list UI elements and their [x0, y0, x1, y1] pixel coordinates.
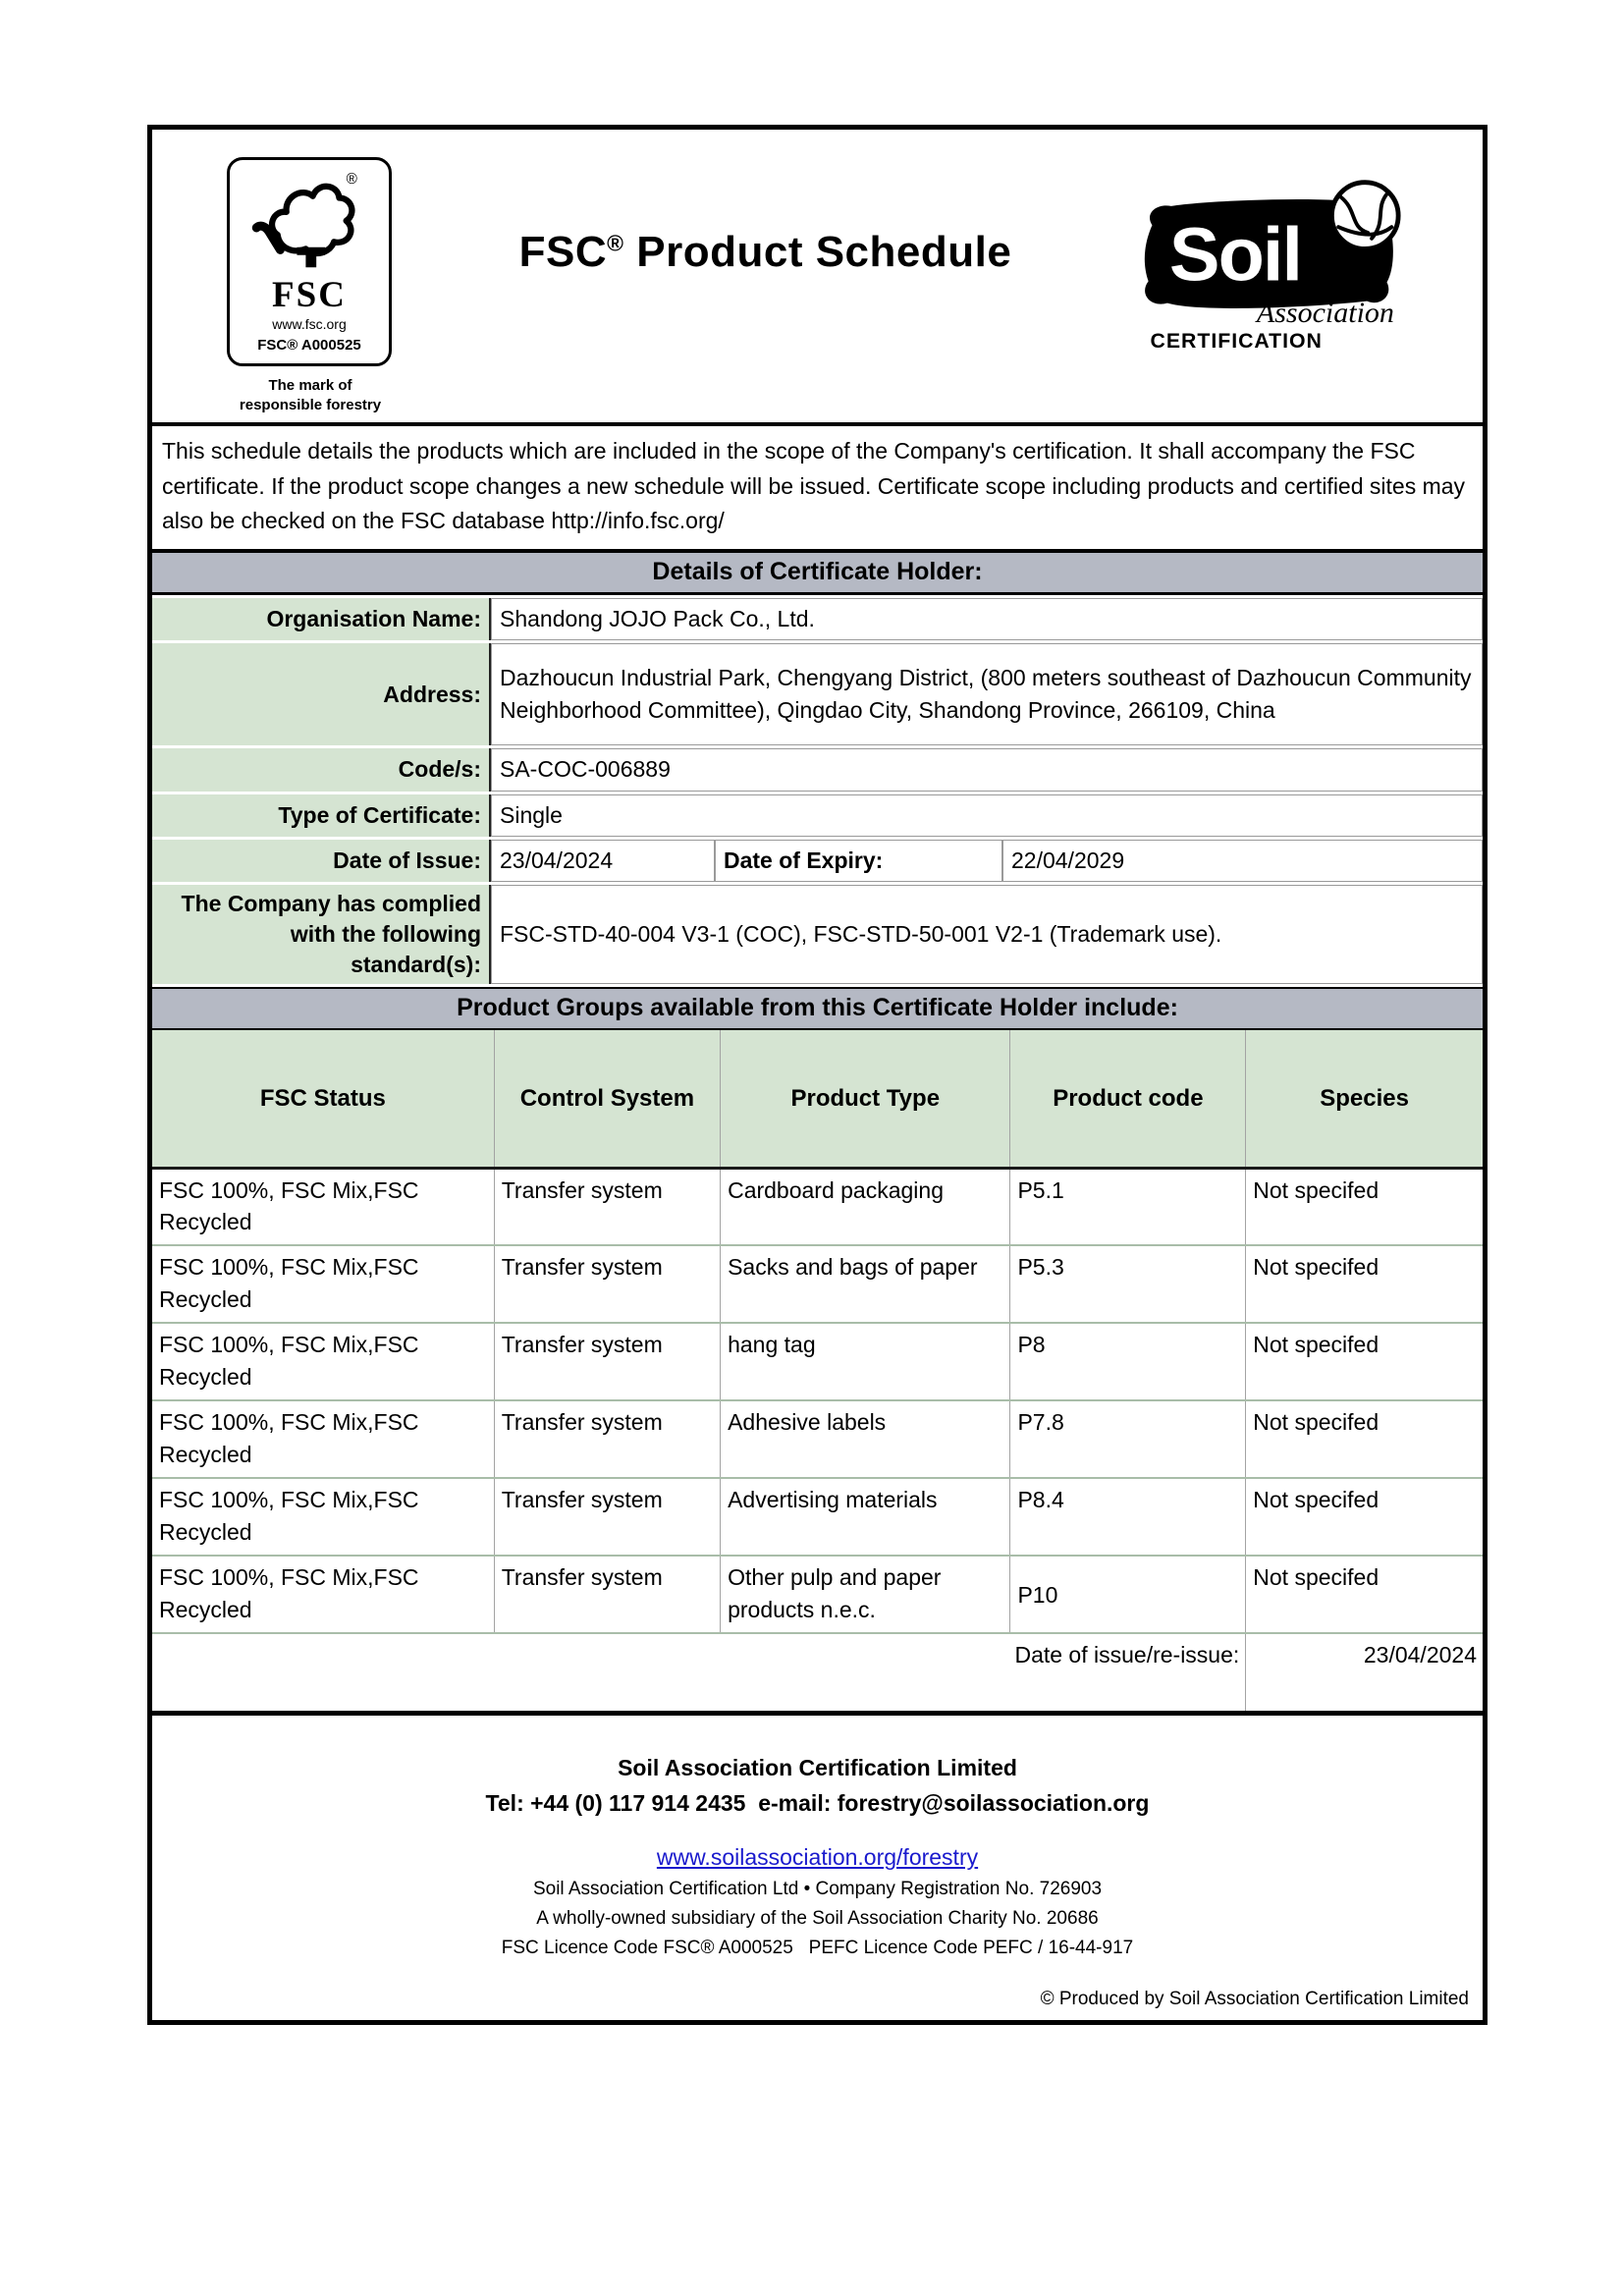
cell-product-type: hang tag	[721, 1323, 1010, 1400]
table-row	[152, 794, 1483, 837]
fsc-logo-box	[227, 157, 392, 366]
table-row	[152, 1323, 1483, 1400]
cell-fsc-status: FSC 100%, FSC Mix,FSC Recycled	[152, 1400, 494, 1478]
address-value: Dazhoucun Industrial Park, Chengyang District, (800 meters southeast of Dazhoucun Community Neighborhood Committee), Qingdao City, Shandong Province, 266109, China	[491, 643, 1483, 745]
soil-certification-label: CERTIFICATION	[1150, 329, 1323, 354]
table-row	[152, 885, 1483, 984]
intro-section	[152, 422, 1483, 549]
cell-product-type: Other pulp and paper products n.e.c.	[721, 1556, 1010, 1633]
footer-link-row	[162, 1844, 1473, 1871]
details-section-header: Details of Certificate Holder:	[152, 549, 1483, 595]
footer-registration: Soil Association Certification Ltd • Company Registration No. 726903	[532, 1879, 1103, 1900]
standards-value: FSC-STD-40-004 V3-1 (COC), FSC-STD-50-001 V2-1 (Trademark use).	[491, 885, 1483, 984]
column-header-species: Species	[1246, 1030, 1483, 1168]
fsc-tagline-line1: The mark of	[268, 377, 352, 394]
intro-paragraph: This schedule details the products which are included in the scope of the Company's certification. It shall accompany the FSC certificate. If the product scope changes a new schedule will be issued. Certificate scope including products and certified sites may also be checked on the FSC database http://info.fsc.org/	[162, 438, 1466, 534]
cell-control-system: Transfer system	[494, 1400, 720, 1478]
table-row	[152, 1556, 1483, 1633]
table-row	[152, 598, 1483, 640]
products-section-header: Product Groups available from this Certificate Holder include:	[152, 987, 1483, 1030]
cell-product-code: P10	[1010, 1556, 1246, 1633]
cell-product-code: P8	[1010, 1323, 1246, 1400]
date-of-expiry-label: Date of Expiry:	[715, 840, 1002, 882]
code-label: Code/s:	[152, 748, 491, 791]
footer-produced-by: © Produced by Soil Association Certification Limited	[1040, 1989, 1469, 2010]
certificate-type-value: Single	[491, 794, 1483, 837]
cell-species: Not specifed	[1246, 1323, 1483, 1400]
soil-association-certification-logo	[1137, 169, 1432, 355]
organisation-name-label: Organisation Name:	[152, 598, 491, 640]
footer-licence-codes: FSC Licence Code FSC® A000525 PEFC Licence Code PEFC / 16-44-917	[501, 1938, 1134, 1959]
cell-species: Not specifed	[1246, 1245, 1483, 1323]
fsc-tree-checkmark-icon	[241, 168, 378, 270]
table-row	[152, 840, 1483, 882]
date-of-issue-value: 23/04/2024	[491, 840, 715, 882]
cell-fsc-status: FSC 100%, FSC Mix,FSC Recycled	[152, 1478, 494, 1556]
cell-species: Not specifed	[1246, 1400, 1483, 1478]
cell-product-type: Sacks and bags of paper	[721, 1245, 1010, 1323]
table-row	[152, 1478, 1483, 1556]
document-footer	[152, 1711, 1483, 2020]
fsc-tagline	[227, 376, 394, 414]
certificate-document	[147, 125, 1488, 2025]
soil-association-script: Association	[1256, 296, 1394, 329]
certificate-holder-table	[152, 595, 1483, 988]
cell-product-type: Adhesive labels	[721, 1400, 1010, 1478]
title-registered-mark: ®	[607, 230, 624, 256]
column-header-product-type: Product Type	[721, 1030, 1010, 1168]
cell-product-type: Advertising materials	[721, 1478, 1010, 1556]
cell-control-system: Transfer system	[494, 1168, 720, 1245]
page-title	[519, 228, 1012, 276]
cell-fsc-status: FSC 100%, FSC Mix,FSC Recycled	[152, 1323, 494, 1400]
organisation-name-value: Shandong JOJO Pack Co., Ltd.	[491, 598, 1483, 640]
fsc-logo	[227, 157, 394, 414]
table-row	[152, 1400, 1483, 1478]
issue-reissue-date: 23/04/2024	[1246, 1633, 1483, 1711]
footer-organisation: Soil Association Certification Limited	[618, 1755, 1017, 1781]
cell-control-system: Transfer system	[494, 1323, 720, 1400]
date-of-issue-label: Date of Issue:	[152, 840, 491, 882]
certificate-type-label: Type of Certificate:	[152, 794, 491, 837]
table-row	[152, 1168, 1483, 1245]
cell-control-system: Transfer system	[494, 1245, 720, 1323]
soil-association-logo	[1137, 169, 1432, 360]
cell-fsc-status: FSC 100%, FSC Mix,FSC Recycled	[152, 1556, 494, 1633]
code-value: SA-COC-006889	[491, 748, 1483, 791]
fsc-tagline-line2: responsible forestry	[239, 396, 382, 413]
fsc-acronym: FSC	[272, 275, 347, 315]
column-header-control-system: Control System	[494, 1030, 720, 1168]
title-rest: Product Schedule	[623, 228, 1012, 276]
cell-product-code: P8.4	[1010, 1478, 1246, 1556]
product-groups-table	[152, 1030, 1483, 1711]
cell-product-code: P5.1	[1010, 1168, 1246, 1245]
soil-wordmark: Soil	[1168, 212, 1302, 298]
column-header-product-code: Product code	[1010, 1030, 1246, 1168]
cell-species: Not specifed	[1246, 1556, 1483, 1633]
cell-fsc-status: FSC 100%, FSC Mix,FSC Recycled	[152, 1168, 494, 1245]
title-fsc: FSC	[518, 228, 608, 276]
cell-species: Not specifed	[1246, 1478, 1483, 1556]
address-label: Address:	[152, 643, 491, 745]
column-header-fsc-status: FSC Status	[152, 1030, 494, 1168]
standards-label: The Company has complied with the following standard(s):	[152, 885, 491, 984]
fsc-url: www.fsc.org	[272, 316, 347, 332]
table-row	[152, 643, 1483, 745]
fsc-licence-code: FSC® A000525	[257, 337, 361, 354]
footer-subsidiary: A wholly-owned subsidiary of the Soil Association Charity No. 20686	[536, 1908, 1099, 1930]
table-header-row	[152, 1030, 1483, 1168]
forestry-website-link[interactable]: www.soilassociation.org/forestry	[656, 1844, 979, 1871]
cell-fsc-status: FSC 100%, FSC Mix,FSC Recycled	[152, 1245, 494, 1323]
cell-species: Not specifed	[1246, 1168, 1483, 1245]
cell-product-code: P7.8	[1010, 1400, 1246, 1478]
cell-product-type: Cardboard packaging	[721, 1168, 1010, 1245]
cell-control-system: Transfer system	[494, 1556, 720, 1633]
cell-control-system: Transfer system	[494, 1478, 720, 1556]
table-row	[152, 1245, 1483, 1323]
table-row	[152, 748, 1483, 791]
title-area	[394, 130, 1137, 277]
issue-reissue-row	[152, 1633, 1483, 1711]
cell-product-code: P5.3	[1010, 1245, 1246, 1323]
date-of-expiry-value: 22/04/2029	[1002, 840, 1483, 882]
issue-reissue-label: Date of issue/re-issue:	[152, 1633, 1246, 1711]
fsc-registered-mark: ®	[346, 171, 357, 189]
document-header	[152, 130, 1483, 422]
footer-contact: Tel: +44 (0) 117 914 2435 e-mail: forestry@soilassociation.org	[485, 1790, 1150, 1817]
